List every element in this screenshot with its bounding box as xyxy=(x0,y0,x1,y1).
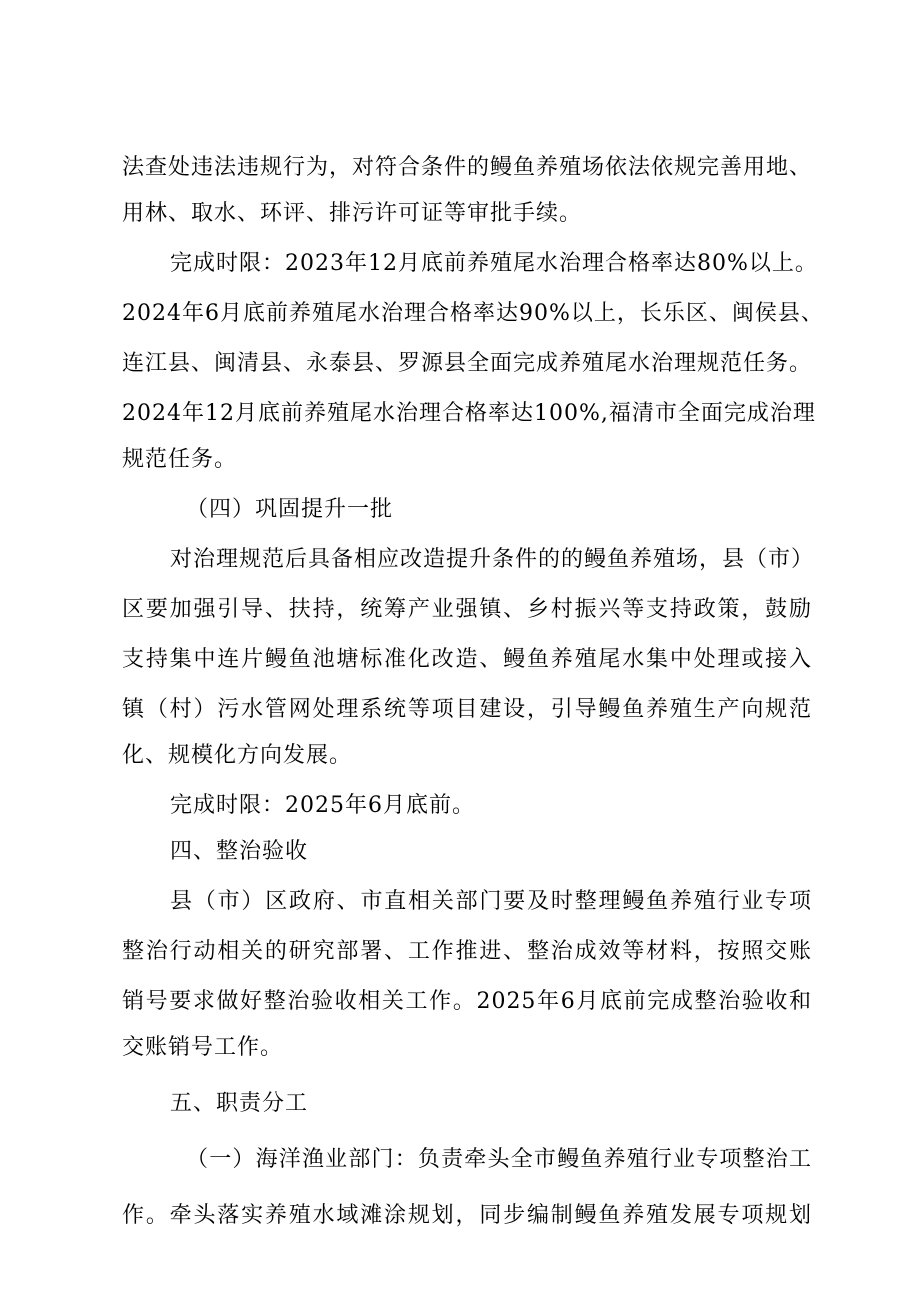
body-line: 销号要求做好整治验收相关工作。2025年6月底前完成整治验收和 xyxy=(122,989,812,1014)
body-line: 完成时限：2023年12月底前养殖尾水治理合格率达80%以上。 xyxy=(170,251,818,276)
body-line: 区要加强引导、扶持，统筹产业强镇、乡村振兴等支持政策，鼓励 xyxy=(122,597,812,622)
body-line: 用林、取水、环评、排污许可证等审批手续。 xyxy=(122,201,583,226)
body-line: 2024年6月底前养殖尾水治理合格率达90%以上，长乐区、闽侯县、 xyxy=(122,301,824,326)
body-line: 县（市）区政府、市直相关部门要及时整理鳗鱼养殖行业专项 xyxy=(170,889,812,914)
body-line: 整治行动相关的研究部署、工作推进、整治成效等材料，按照交账 xyxy=(122,939,812,964)
body-line: 法查处违法违规行为，对符合条件的鳗鱼养殖场依法依规完善用地、 xyxy=(122,155,813,180)
body-line: 完成时限：2025年6月底前。 xyxy=(170,793,475,818)
body-line: 交账销号工作。 xyxy=(122,1035,284,1060)
body-line: 规范任务。 xyxy=(122,447,238,472)
body-line: 化、规模化方向发展。 xyxy=(122,743,353,768)
body-line: 2024年12月底前养殖尾水治理合格率达100%,福清市全面完成治理 xyxy=(122,401,816,426)
body-line: 对治理规范后具备相应改造提升条件的的鳗鱼养殖场，县（市） xyxy=(170,547,815,572)
body-line: 连江县、闽清县、永泰县、罗源县全面完成养殖尾水治理规范任务。 xyxy=(122,351,813,376)
body-line: 作。牵头落实养殖水域滩涂规划，同步编制鳗鱼养殖发展专项规划 xyxy=(122,1203,812,1228)
body-line: （一）海洋渔业部门：负责牵头全市鳗鱼养殖行业专项整治工 xyxy=(186,1147,812,1172)
section-heading: 五、职责分工 xyxy=(170,1091,309,1116)
section-heading: 四、整治验收 xyxy=(170,839,309,864)
body-line: 镇（村）污水管网处理系统等项目建设，引导鳗鱼养殖生产向规范 xyxy=(122,697,812,722)
section-heading: （四）巩固提升一批 xyxy=(186,497,394,522)
body-line: 支持集中连片鳗鱼池塘标准化改造、鳗鱼养殖尾水集中处理或接入 xyxy=(122,647,812,672)
document-body xyxy=(122,145,824,1239)
